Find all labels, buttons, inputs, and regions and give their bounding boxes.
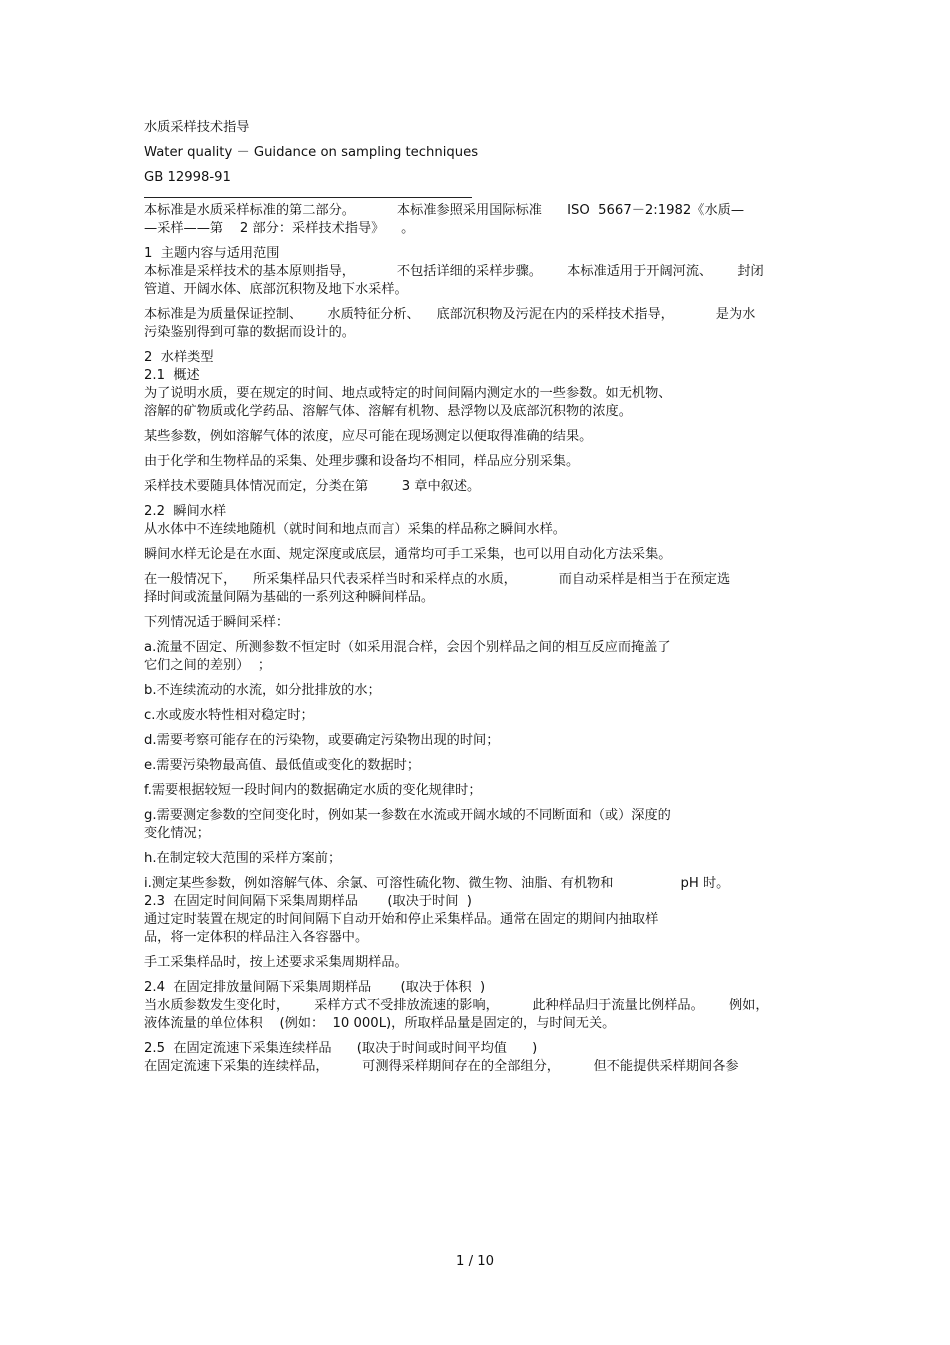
section-2-1-p4: 采样技术要随具体情况而定，分类在第 3 章中叙述。: [144, 479, 481, 494]
list-item-h: h.在制定较大范围的采样方案前；: [144, 851, 342, 866]
section-1-p1-line-1: 本标准是采样技术的基本原则指导， 不包括详细的采样步骤。 本标准适用于开阔河流、 封闭: [144, 264, 764, 279]
section-2-3-p2: 手工采集样品时，按上述要求采集周期样品。: [144, 955, 408, 970]
section-1-p1-line-2: 管道、开阔水体、底部沉积物及地下水采样。: [144, 282, 408, 297]
header-rule: [144, 197, 472, 198]
section-2-4-p1-line-2: 液体流量的单位体积 (例如： 10 000L)，所取样品量是固定的，与时间无关。: [144, 1016, 616, 1031]
list-item-i: i.测定某些参数，例如溶解气体、余氯、可溶性硫化物、微生物、油脂、有机物和 pH 时。: [144, 876, 730, 891]
document-body: [144, 119, 809, 1076]
list-item-f: f.需要根据较短一段时间内的数据确定水质的变化规律时；: [144, 783, 482, 798]
section-2-2-p4: 下列情况适于瞬间采样：: [144, 615, 290, 630]
section-2-3-heading: 2.3 在固定时间间隔下采集周期样品 (取决于时间 ): [144, 894, 472, 909]
section-1-heading: 1 主题内容与适用范围: [144, 246, 280, 261]
title-cn: 水质采样技术指导: [144, 120, 250, 135]
section-1-p2-line-1: 本标准是为质量保证控制、 水质特征分析、 底部沉积物及污泥在内的采样技术指导， 是为水: [144, 307, 756, 322]
section-2-2-p1: 从水体中不连续地随机（就时间和地点而言）采集的样品称之瞬间水样。: [144, 522, 566, 537]
section-2-3-p1-line-1: 通过定时装置在规定的时间间隔下自动开始和停止采集样品。通常在固定的期间内抽取样: [144, 912, 659, 927]
section-2-4-heading: 2.4 在固定排放量间隔下采集周期样品 (取决于体积 ): [144, 980, 486, 995]
list-item-g-line-2: 变化情况；: [144, 826, 210, 841]
section-2-2-heading: 2.2 瞬间水样: [144, 504, 227, 519]
intro-line-1: 本标准是水质采样标准的第二部分。 本标准参照采用国际标准 ISO 5667－2:1982《水质—: [144, 203, 745, 218]
list-item-e: e.需要污染物最高值、最低值或变化的数据时；: [144, 758, 421, 773]
section-2-1-heading: 2.1 概述: [144, 368, 200, 383]
section-2-2-p3-line-2: 择时间或流量间隔为基础的一系列这种瞬间样品。: [144, 590, 435, 605]
list-item-a-line-2: 它们之间的差别） ；: [144, 658, 272, 673]
intro-line-2: —采样——第 2 部分：采样技术指导》 。: [144, 221, 415, 236]
section-2-5-heading: 2.5 在固定流速下采集连续样品 (取决于时间或时间平均值 ): [144, 1041, 538, 1056]
section-1-p2-line-2: 污染鉴别得到可靠的数据而设计的。: [144, 325, 355, 340]
list-item-a-line-1: a.流量不固定、所测参数不恒定时（如采用混合样，会因个别样品之间的相互反应而掩盖了: [144, 640, 671, 655]
section-2-heading: 2 水样类型: [144, 350, 214, 365]
section-2-3-p1-line-2: 品，将一定体积的样品注入各容器中。: [144, 930, 369, 945]
list-item-c: c.水或废水特性相对稳定时；: [144, 708, 314, 723]
standard-code: GB 12998-91: [144, 170, 231, 185]
section-2-4-p1-line-1: 当水质参数发生变化时， 采样方式不受排放流速的影响， 此种样品归于流量比例样品。 例如，: [144, 998, 769, 1013]
section-2-1-p2: 某些参数，例如溶解气体的浓度，应尽可能在现场测定以便取得准确的结果。: [144, 429, 593, 444]
section-2-2-p2: 瞬间水样无论是在水面、规定深度或底层，通常均可手工采集，也可以用自动化方法采集。: [144, 547, 672, 562]
section-2-1-p1-line-1: 为了说明水质，要在规定的时间、地点或特定的时间间隔内测定水的一些参数。如无机物、: [144, 386, 672, 401]
section-2-5-p1: 在固定流速下采集的连续样品， 可测得采样期间存在的全部组分， 但不能提供采样期间各参: [144, 1059, 739, 1074]
section-2-2-p3-line-1: 在一般情况下， 所采集样品只代表采样当时和采样点的水质， 而自动采样是相当于在预定选: [144, 572, 731, 587]
list-item-b: b.不连续流动的水流，如分批排放的水；: [144, 683, 381, 698]
list-item-g-line-1: g.需要测定参数的空间变化时，例如某一参数在水流或开阔水域的不同断面和（或）深度的: [144, 808, 671, 823]
list-item-d: d.需要考察可能存在的污染物，或要确定污染物出现的时间；: [144, 733, 500, 748]
section-2-1-p3: 由于化学和生物样品的采集、处理步骤和设备均不相同，样品应分别采集。: [144, 454, 580, 469]
section-2-1-p1-line-2: 溶解的矿物质或化学药品、溶解气体、溶解有机物、悬浮物以及底部沉积物的浓度。: [144, 404, 632, 419]
title-en: Water quality － Guidance on sampling techniques: [144, 145, 479, 160]
page-number: 1 / 10: [456, 1254, 494, 1269]
